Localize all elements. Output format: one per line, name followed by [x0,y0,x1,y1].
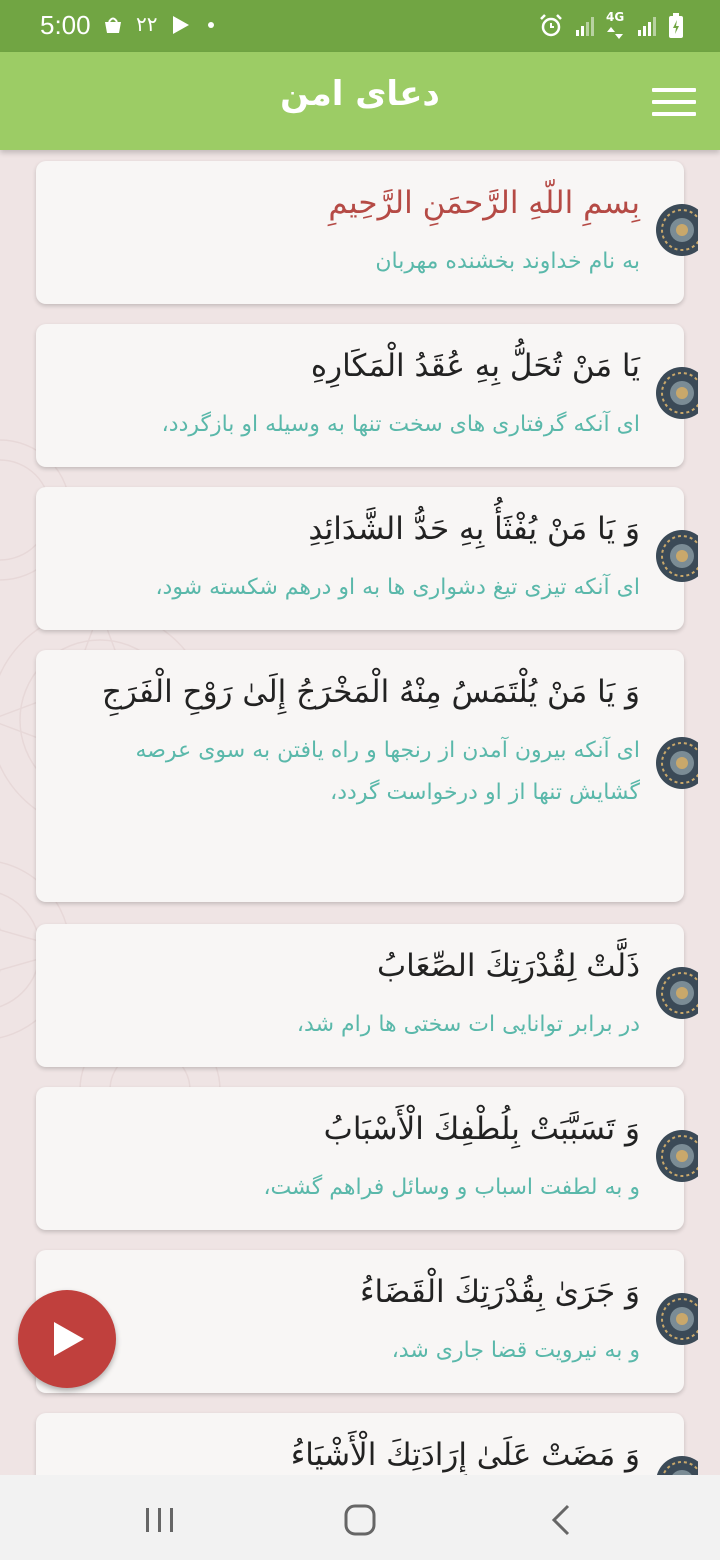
ornament-icon [652,1453,698,1475]
verse-persian: ای آنکه گرفتاری های سخت تنها به وسیله او بازگردد، [161,412,640,437]
ornament-icon [652,527,698,585]
verse-persian: ای آنکه تیزی تیغ دشواری ها به او درهم شکسته شود، [155,575,640,600]
play-button[interactable] [18,1290,116,1388]
ornament-icon [652,964,698,1022]
verse-arabic: وَ مَضَتْ عَلَىٰ إِرَادَتِكَ الْأَشْيَاءُ [290,1437,640,1473]
play-icon [52,1320,86,1358]
ornament-icon [652,1127,698,1185]
back-icon[interactable] [542,1503,582,1537]
alarm-icon [538,13,564,39]
verse-card[interactable] [36,487,684,630]
verse-card[interactable] [36,650,684,902]
verse-persian: به نام خداوند بخشنده مهربان [375,249,640,274]
app-bar [0,52,720,150]
ornament-icon [652,734,698,792]
verse-arabic: ذَلَّتْ لِقُدْرَتِكَ الصِّعَابُ [376,948,640,984]
verse-persian: و به لطفت اسباب و وسائل فراهم گشت، [263,1175,640,1200]
verse-card[interactable] [36,1413,684,1475]
verse-arabic: بِسمِ اللّهِ الرَّحمَنِ الرَّحِیمِ [328,185,640,221]
status-bar [0,0,720,52]
verse-arabic: وَ جَرَىٰ بِقُدْرَتِكَ الْقَضَاءُ [359,1274,640,1310]
signal-icon [574,14,596,38]
ornament-icon [652,364,698,422]
verse-persian: در برابر توانایی ات سختی ها رام شد، [296,1012,640,1037]
home-icon[interactable] [340,1503,380,1537]
status-time: 5:00 [40,10,91,40]
verse-arabic: وَ تَسَبَّبَتْ بِلُطْفِكَ الْأَسْبَابُ [323,1111,640,1147]
notification-dot [208,22,214,28]
data-arrows-icon [607,27,625,39]
shopping-bag-icon [102,14,124,36]
verse-card[interactable] [36,324,684,467]
ornament-icon [652,1290,698,1348]
verse-card[interactable] [36,1087,684,1230]
hamburger-menu-icon[interactable] [652,86,696,118]
status-icons [538,12,684,40]
verse-card[interactable] [36,924,684,1067]
recents-icon[interactable] [140,1503,180,1537]
verse-arabic: وَ یَا مَنْ یُفْثَأُ بِهِ حَدُّ الشَّدَائِدِ [308,511,640,547]
navigation-bar [0,1475,720,1560]
notification-count: ۲۲ [136,12,158,36]
network-type [606,12,626,40]
play-store-icon [170,14,192,36]
ornament-icon [652,201,698,259]
verse-persian: ای آنکه بیرون آمدن از رنجها و راه یافتن به سوی عرصه گشایش تنها از او درخواست گردد، [135,738,640,805]
verse-list[interactable] [0,150,720,1475]
verse-arabic: وَ یَا مَنْ یُلْتَمَسُ مِنْهُ الْمَخْرَجُ إِلَىٰ رَوْحِ الْفَرَجِ [101,674,640,710]
network-label: 4G [606,10,625,24]
verse-card[interactable] [36,161,684,304]
page-title: دعای امن [280,74,440,114]
battery-icon [668,13,684,39]
verse-arabic: یَا مَنْ تُحَلُّ بِهِ عُقَدُ الْمَکَارِهِ [310,348,640,384]
verse-persian: و به نیرویت قضا جاری شد، [391,1338,640,1363]
signal-icon-2 [636,14,658,38]
verse-card[interactable] [36,1250,684,1393]
